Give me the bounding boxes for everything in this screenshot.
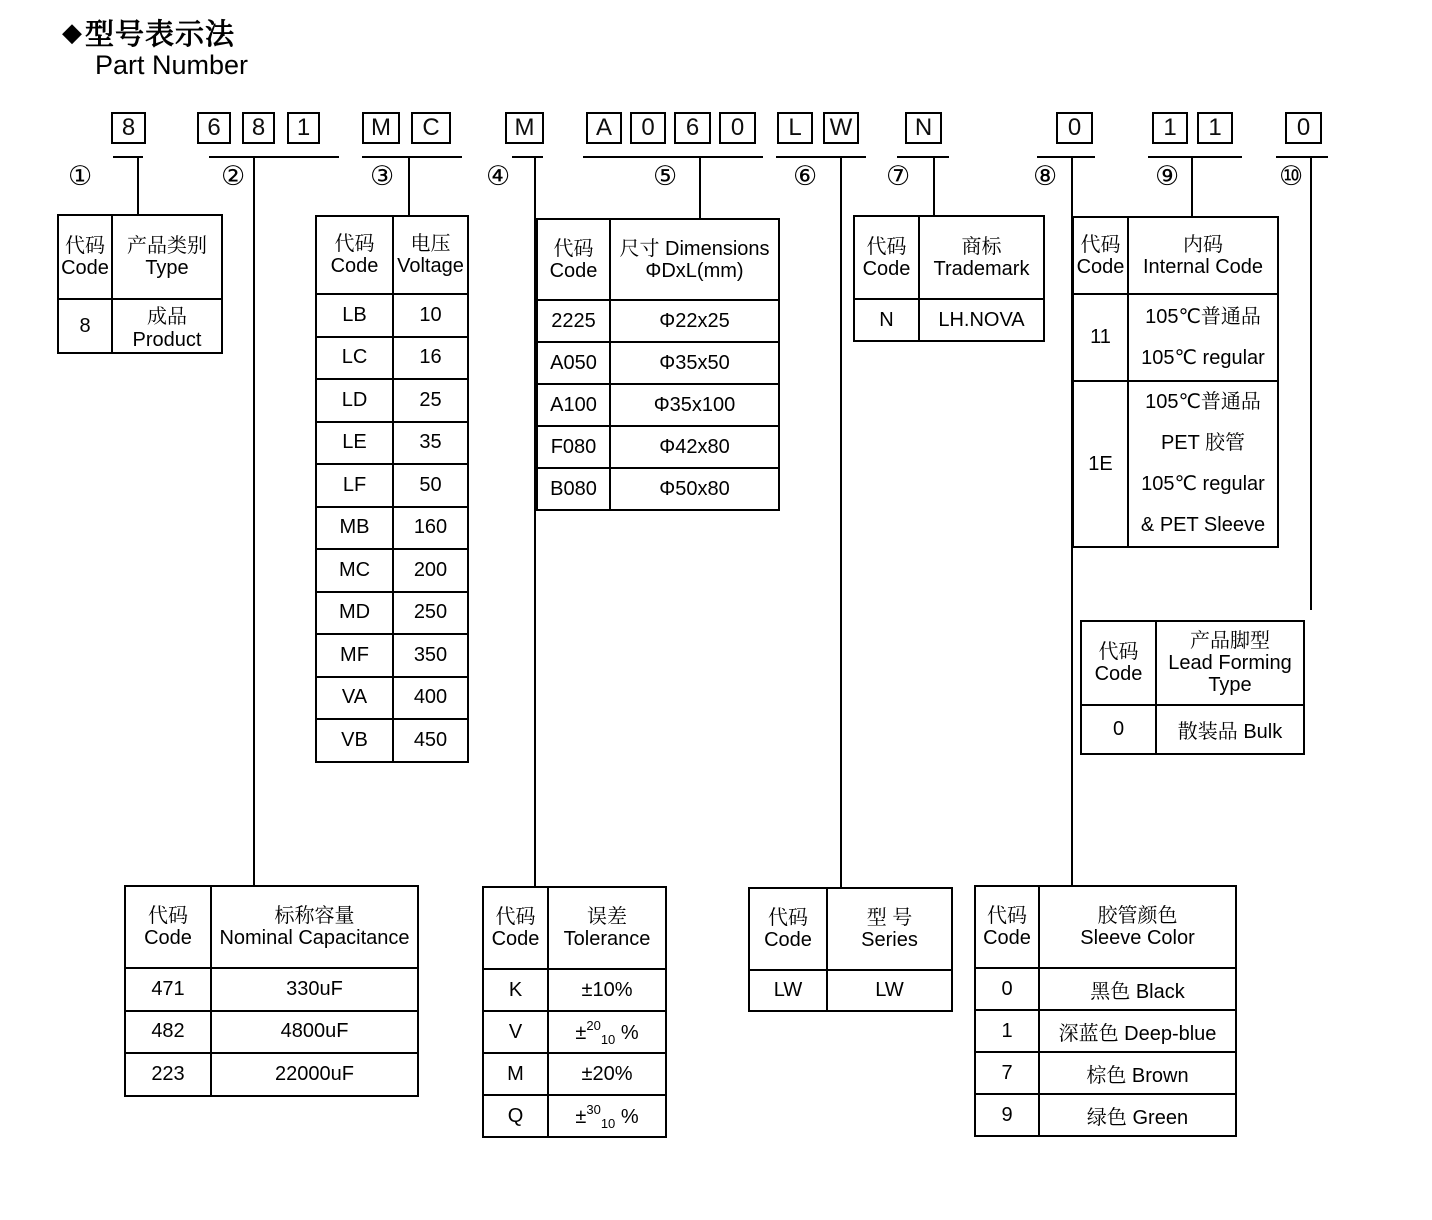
table-cell: V <box>483 1011 548 1053</box>
table-cell: Φ42x80 <box>610 426 779 468</box>
group-underline <box>897 156 949 158</box>
table-cell: 11 <box>1073 294 1128 381</box>
connector-line <box>1191 157 1193 216</box>
table-row <box>316 634 468 677</box>
part-number-box: 6 <box>197 112 231 144</box>
part-number-box: M <box>362 112 400 144</box>
table-cell: 350 <box>393 634 468 677</box>
table-cell: 1E <box>1073 381 1128 547</box>
table-cell: 450 <box>393 719 468 762</box>
table-trademark-grid <box>853 215 1045 342</box>
table-row <box>1073 294 1278 381</box>
table-row <box>316 379 468 422</box>
part-number-box: 1 <box>1152 112 1188 144</box>
connector-line <box>1310 157 1312 610</box>
table-header-cell: 标称容量 Nominal Capacitance <box>211 886 418 968</box>
table-cell: 16 <box>393 337 468 380</box>
connector-line <box>699 157 701 218</box>
table-row <box>975 1010 1236 1052</box>
part-number-box: 0 <box>630 112 666 144</box>
table-series-grid <box>748 887 953 1012</box>
table-row <box>854 299 1044 341</box>
table-cell: A050 <box>537 342 610 384</box>
table-internal-code-grid <box>1072 216 1279 548</box>
part-number-box: 6 <box>674 112 711 144</box>
table-cell: 棕色 Brown <box>1039 1052 1236 1094</box>
circled-number-marker: ⑤ <box>653 161 678 191</box>
table-cell: 330uF <box>211 968 418 1011</box>
table-lead-forming <box>1080 620 1305 755</box>
part-number-box: L <box>777 112 813 144</box>
table-row <box>975 1094 1236 1136</box>
table-voltage <box>315 215 469 763</box>
table-product-type-grid <box>57 214 223 354</box>
table-cell: MD <box>316 592 393 635</box>
table-cell: MF <box>316 634 393 677</box>
table-dimensions-grid <box>536 218 780 511</box>
table-tolerance-grid <box>482 886 667 1138</box>
table-row <box>537 426 779 468</box>
table-row <box>316 719 468 762</box>
group-underline <box>512 156 543 158</box>
table-sleeve-color <box>974 885 1237 1137</box>
table-cell: 深蓝色 Deep-blue <box>1039 1010 1236 1052</box>
table-cell: 绿色 Green <box>1039 1094 1236 1136</box>
table-header-cell: 误差 Tolerance <box>548 887 666 969</box>
table-header-cell: 代码 Code <box>125 886 211 968</box>
table-cell: LD <box>316 379 393 422</box>
connector-line <box>840 157 842 887</box>
table-header-cell: 型 号 Series <box>827 888 952 970</box>
table-cell: 散装品 Bulk <box>1156 705 1304 754</box>
connector-line <box>408 157 410 215</box>
page-title-en: Part Number <box>95 50 249 80</box>
table-cell: LE <box>316 422 393 465</box>
table-cell: Φ22x25 <box>610 300 779 342</box>
table-cell: 黑色 Black <box>1039 968 1236 1010</box>
page-title-zh-text: 型号表示法 <box>85 19 236 51</box>
part-number-box: 0 <box>719 112 756 144</box>
group-underline <box>1276 156 1328 158</box>
table-cell: 7 <box>975 1052 1039 1094</box>
group-underline <box>209 156 339 158</box>
part-number-box: 1 <box>287 112 320 144</box>
part-number-box: 0 <box>1056 112 1093 144</box>
table-cell: N <box>854 299 919 341</box>
table-capacitance-grid <box>124 885 419 1097</box>
table-header-cell: 商标 Trademark <box>919 216 1044 299</box>
group-underline <box>1148 156 1242 158</box>
table-cell: ±20% <box>548 1053 666 1095</box>
table-cell: 105℃普通品 105℃ regular <box>1128 294 1278 381</box>
table-cell: LW <box>827 970 952 1011</box>
circled-number-marker: ⑨ <box>1155 161 1180 191</box>
table-header-cell: 代码 Code <box>537 219 610 300</box>
table-row <box>483 1095 666 1137</box>
table-cell: 成品 Product <box>112 299 222 353</box>
table-header-cell: 代码 Code <box>1073 217 1128 294</box>
table-header-cell: 尺寸 Dimensions ΦDxL(mm) <box>610 219 779 300</box>
group-underline <box>776 156 866 158</box>
table-capacitance <box>124 885 419 1097</box>
table-sleeve-color-grid <box>974 885 1237 1137</box>
circled-number-marker: ④ <box>486 161 511 191</box>
table-cell: LF <box>316 464 393 507</box>
table-row <box>537 300 779 342</box>
table-header-cell: 代码 Code <box>483 887 548 969</box>
table-cell: 223 <box>125 1053 211 1096</box>
table-row <box>1081 705 1304 754</box>
table-cell: 0 <box>1081 705 1156 754</box>
connector-line <box>253 157 255 885</box>
table-row <box>1073 381 1278 547</box>
table-cell: LB <box>316 294 393 337</box>
circled-number-marker: ⑧ <box>1033 161 1058 191</box>
table-cell: 482 <box>125 1011 211 1054</box>
table-cell: Q <box>483 1095 548 1137</box>
part-number-box: M <box>505 112 544 144</box>
table-trademark <box>853 215 1045 342</box>
table-row <box>316 677 468 720</box>
table-cell: MC <box>316 549 393 592</box>
table-row <box>125 968 418 1011</box>
table-cell: 50 <box>393 464 468 507</box>
table-header-cell: 代码 Code <box>316 216 393 294</box>
table-row <box>975 1052 1236 1094</box>
table-header-cell: 代码 Code <box>854 216 919 299</box>
table-cell: Φ50x80 <box>610 468 779 510</box>
table-row <box>316 337 468 380</box>
table-cell: 250 <box>393 592 468 635</box>
table-cell: Φ35x100 <box>610 384 779 426</box>
part-number-box: 8 <box>242 112 275 144</box>
part-number-box: A <box>586 112 622 144</box>
table-row <box>316 422 468 465</box>
table-row <box>537 468 779 510</box>
table-header-cell: 代码 Code <box>975 886 1039 968</box>
diamond-bullet-icon: ◆ <box>62 17 83 47</box>
table-row <box>316 294 468 337</box>
table-header-cell: 代码 Code <box>1081 621 1156 705</box>
table-cell: ±$^{20}_{10}$ % <box>548 1011 666 1053</box>
part-number-box: C <box>411 112 451 144</box>
table-cell: VB <box>316 719 393 762</box>
table-row <box>975 968 1236 1010</box>
table-row <box>483 1011 666 1053</box>
circled-number-marker: ⑥ <box>793 161 818 191</box>
table-product-type <box>57 214 223 354</box>
table-header-cell: 胶管颜色 Sleeve Color <box>1039 886 1236 968</box>
table-cell: 2225 <box>537 300 610 342</box>
circled-number-marker: ③ <box>370 161 395 191</box>
table-tolerance <box>482 886 667 1138</box>
table-cell: 400 <box>393 677 468 720</box>
connector-line <box>933 157 935 215</box>
table-row <box>125 1053 418 1096</box>
group-underline <box>362 156 462 158</box>
table-cell: B080 <box>537 468 610 510</box>
table-cell: ±10% <box>548 969 666 1011</box>
table-cell: ±$^{30}_{10}$ % <box>548 1095 666 1137</box>
table-cell: 471 <box>125 968 211 1011</box>
table-cell: LC <box>316 337 393 380</box>
table-row <box>483 969 666 1011</box>
table-cell: MB <box>316 507 393 550</box>
table-series <box>748 887 953 1012</box>
table-row <box>316 549 468 592</box>
circled-number-marker: ① <box>68 161 93 191</box>
table-cell: 105℃普通品 PET 胶管 105℃ regular & PET Sleeve <box>1128 381 1278 547</box>
table-cell: F080 <box>537 426 610 468</box>
part-number-box: 8 <box>111 112 146 144</box>
table-row <box>316 507 468 550</box>
page-title-zh <box>62 12 235 53</box>
table-cell: 1 <box>975 1010 1039 1052</box>
table-lead-forming-grid <box>1080 620 1305 755</box>
table-cell: LW <box>749 970 827 1011</box>
table-header-cell: 代码 Code <box>58 215 112 299</box>
table-cell: 0 <box>975 968 1039 1010</box>
table-header-cell: 产品类别 Type <box>112 215 222 299</box>
part-number-box: 1 <box>1197 112 1233 144</box>
circled-number-marker: ② <box>221 161 246 191</box>
table-cell: 25 <box>393 379 468 422</box>
table-cell: 160 <box>393 507 468 550</box>
group-underline <box>583 156 763 158</box>
table-cell: VA <box>316 677 393 720</box>
table-cell: 22000uF <box>211 1053 418 1096</box>
table-row <box>58 299 222 353</box>
table-row <box>483 1053 666 1095</box>
table-row <box>125 1011 418 1054</box>
circled-number-marker: ⑩ <box>1279 161 1304 191</box>
table-row <box>537 384 779 426</box>
table-row <box>537 342 779 384</box>
table-cell: 200 <box>393 549 468 592</box>
table-header-cell: 内码 Internal Code <box>1128 217 1278 294</box>
table-voltage-grid <box>315 215 469 763</box>
table-internal-code <box>1072 216 1279 548</box>
table-cell: K <box>483 969 548 1011</box>
table-cell: M <box>483 1053 548 1095</box>
table-dimensions <box>536 218 780 511</box>
connector-line <box>137 157 139 214</box>
part-number-box: 0 <box>1285 112 1322 144</box>
table-header-cell: 电压 Voltage <box>393 216 468 294</box>
table-header-cell: 产品脚型 Lead Forming Type <box>1156 621 1304 705</box>
table-cell: 10 <box>393 294 468 337</box>
table-row <box>316 464 468 507</box>
table-cell: 4800uF <box>211 1011 418 1054</box>
table-header-cell: 代码 Code <box>749 888 827 970</box>
table-cell: A100 <box>537 384 610 426</box>
group-underline <box>1037 156 1095 158</box>
table-cell: 35 <box>393 422 468 465</box>
table-cell: Φ35x50 <box>610 342 779 384</box>
table-row <box>749 970 952 1011</box>
table-cell: LH.NOVA <box>919 299 1044 341</box>
table-cell: 9 <box>975 1094 1039 1136</box>
circled-number-marker: ⑦ <box>886 161 911 191</box>
table-row <box>316 592 468 635</box>
part-number-box: N <box>905 112 942 144</box>
part-number-box: W <box>823 112 859 144</box>
table-cell: 8 <box>58 299 112 353</box>
